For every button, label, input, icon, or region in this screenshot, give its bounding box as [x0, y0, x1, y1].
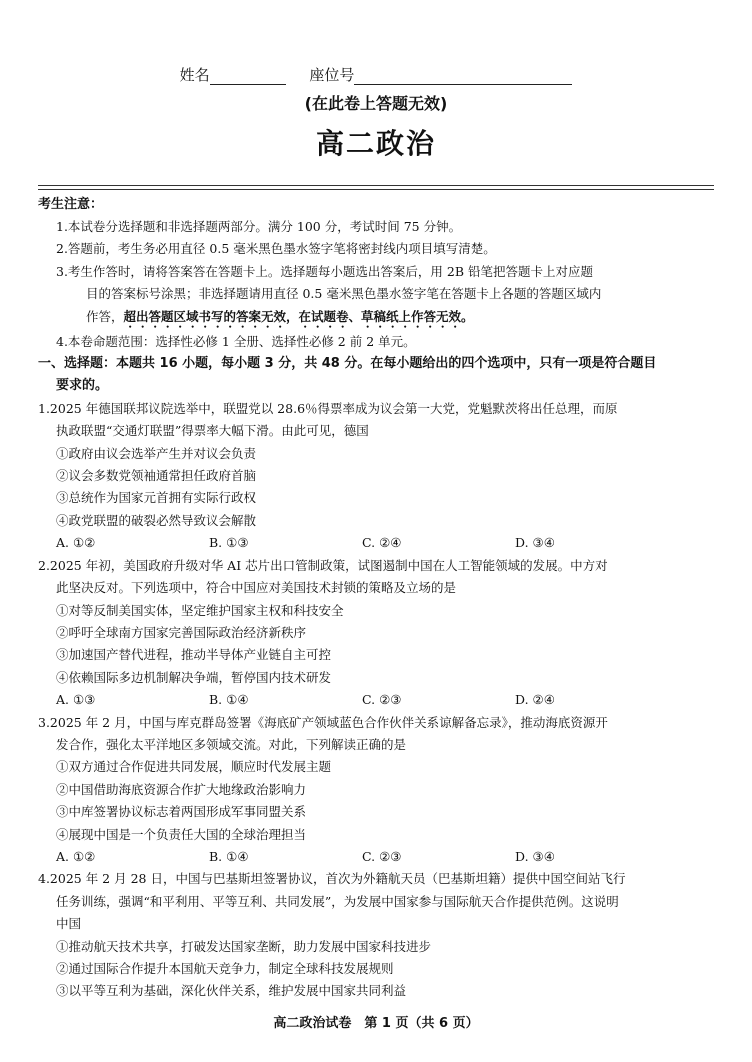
- section-heading: 一、选择题：本题共 16 小题，每小题 3 分，共 48 分。在每小题给出的四个选项中，只有一项是符合题目: [38, 356, 657, 372]
- question-4: [38, 868, 714, 1002]
- choice-b: B. ①④: [209, 848, 249, 864]
- choice-d: D. ③④: [515, 848, 555, 864]
- choice-a: A. ①③: [56, 692, 96, 708]
- emphasized-warning: 超出答题区域书写的答案无效，在试题卷、草稿纸上作答无效。: [123, 308, 474, 324]
- choice-c: C. ②③: [362, 848, 402, 864]
- statement-option: ③以平等互利为基础，深化伙伴关系，维护发展中国家共同利益: [56, 983, 407, 999]
- statement-option: ①双方通过合作促进共同发展，顺应时代发展主题: [56, 759, 332, 775]
- instruction-item: 1.本试卷分选择题和非选择题两部分。满分 100 分，考试时间 75 分钟。: [56, 219, 462, 234]
- choice-a: A. ①②: [56, 848, 96, 864]
- question-stem: 1.2025 年德国联邦议院选举中，联盟党以 28.6％得票率成为议会第一大党，党魁默茨将出任总理，而原: [38, 400, 618, 416]
- seat-label: 座位号: [309, 66, 355, 84]
- question-stem: 中国: [56, 916, 82, 932]
- statement-option: ①政府由议会选举产生并对议会负责: [56, 445, 257, 461]
- question-stem: 此坚决反对。下列选项中，符合中国应对美国技术封锁的策略及立场的是: [56, 580, 457, 596]
- question-stem: 任务训练，强调“和平利用、平等互利、共同发展”，为发展中国家参与国际航天合作提供范例。这说明: [56, 893, 619, 909]
- statement-option: ③加速国产替代进程，推动半导体产业链自主可控: [56, 647, 332, 663]
- instructions-heading: 考生注意：: [38, 197, 104, 212]
- statement-option: ③中库签署协议标志着两国形成军事同盟关系: [56, 804, 307, 820]
- statement-option: ④政党联盟的破裂必然导致议会解散: [56, 512, 257, 528]
- divider: [38, 185, 714, 186]
- answer-invalid-notice: (在此卷上答题无效): [304, 94, 448, 113]
- divider: [38, 189, 714, 190]
- answer-choices: [38, 532, 714, 554]
- choice-b: B. ①④: [209, 692, 249, 708]
- statement-option: ④依赖国际多边机制解决争端，暂停国内技术研发: [56, 669, 332, 685]
- name-blank: [210, 69, 286, 85]
- statement-option: ①推动航天技术共享，打破发达国家垄断，助力发展中国家科技进步: [56, 938, 432, 954]
- question-1: [38, 398, 714, 555]
- instruction-item: 目的答案标号涂黑；非选择题请用直径 0.5 毫米黑色墨水签字笔在答题卡上各题的答题区域内: [86, 286, 602, 302]
- choice-c: C. ②④: [362, 535, 402, 551]
- question-stem: 执政联盟“交通灯联盟”得票率大幅下滑。由此可见，德国: [56, 423, 369, 439]
- question-stem: 4.2025 年 2 月 28 日，中国与巴基斯坦签署协议，首次为外籍航天员（巴基斯坦籍）提供中国空间站飞行: [38, 871, 626, 887]
- section-heading-cont: 要求的。: [56, 378, 109, 394]
- statement-option: ④展现中国是一个负责任大国的全球治理担当: [56, 826, 307, 842]
- answer-choices: [38, 846, 714, 868]
- statement-option: ②议会多数党领袖通常担任政府首脑: [56, 468, 257, 484]
- name-label: 姓名: [179, 66, 210, 84]
- statement-option: ③总统作为国家元首拥有实际行政权: [56, 490, 257, 506]
- question-stem: 发合作，强化太平洋地区多领域交流。对此，下列解读正确的是: [56, 736, 407, 752]
- exam-content: [38, 194, 714, 1003]
- statement-option: ②通过国际合作提升本国航天竞争力，制定全球科技发展规则: [56, 961, 394, 976]
- page-footer: 高二政治试卷 第 1 页（共 6 页）: [273, 1016, 479, 1031]
- seat-blank: [354, 69, 572, 85]
- question-stem: 2.2025 年初，美国政府升级对华 AI 芯片出口管制政策，试图遏制中国在人工智能领域的发展。中方对: [38, 557, 608, 573]
- statement-option: ①对等反制美国实体，坚定维护国家主权和科技安全: [56, 602, 344, 618]
- instruction-item: [38, 306, 714, 331]
- choice-c: C. ②③: [362, 692, 402, 708]
- instruction-item: 2.答题前，考生务必用直径 0.5 毫米黑色墨水签字笔将密封线内项目填写清楚。: [56, 241, 496, 257]
- instruction-text: 作答，: [86, 308, 124, 324]
- choice-a: A. ①②: [56, 535, 96, 551]
- answer-choices: [38, 689, 714, 711]
- statement-option: ②呼吁全球南方国家完善国际政治经济新秩序: [56, 624, 307, 640]
- page-title: 高二政治: [315, 127, 436, 160]
- candidate-info-line: [0, 64, 752, 85]
- choice-d: D. ③④: [515, 535, 555, 551]
- choice-d: D. ②④: [515, 692, 555, 708]
- question-3: [38, 712, 714, 869]
- statement-option: ②中国借助海底资源合作扩大地缘政治影响力: [56, 781, 307, 797]
- question-stem: 3.2025 年 2 月，中国与库克群岛签署《海底矿产领域蓝色合作伙伴关系谅解备忘录》，推动海底资源开: [38, 714, 608, 730]
- question-2: [38, 555, 714, 712]
- instruction-item: 3.考生作答时，请将答案答在答题卡上。选择题每小题选出答案后，用 2B 铅笔把答题卡上对应题: [56, 263, 594, 279]
- instruction-item: 4.本卷命题范围：选择性必修 1 全册、选择性必修 2 前 2 单元。: [56, 333, 416, 349]
- choice-b: B. ①③: [209, 535, 249, 551]
